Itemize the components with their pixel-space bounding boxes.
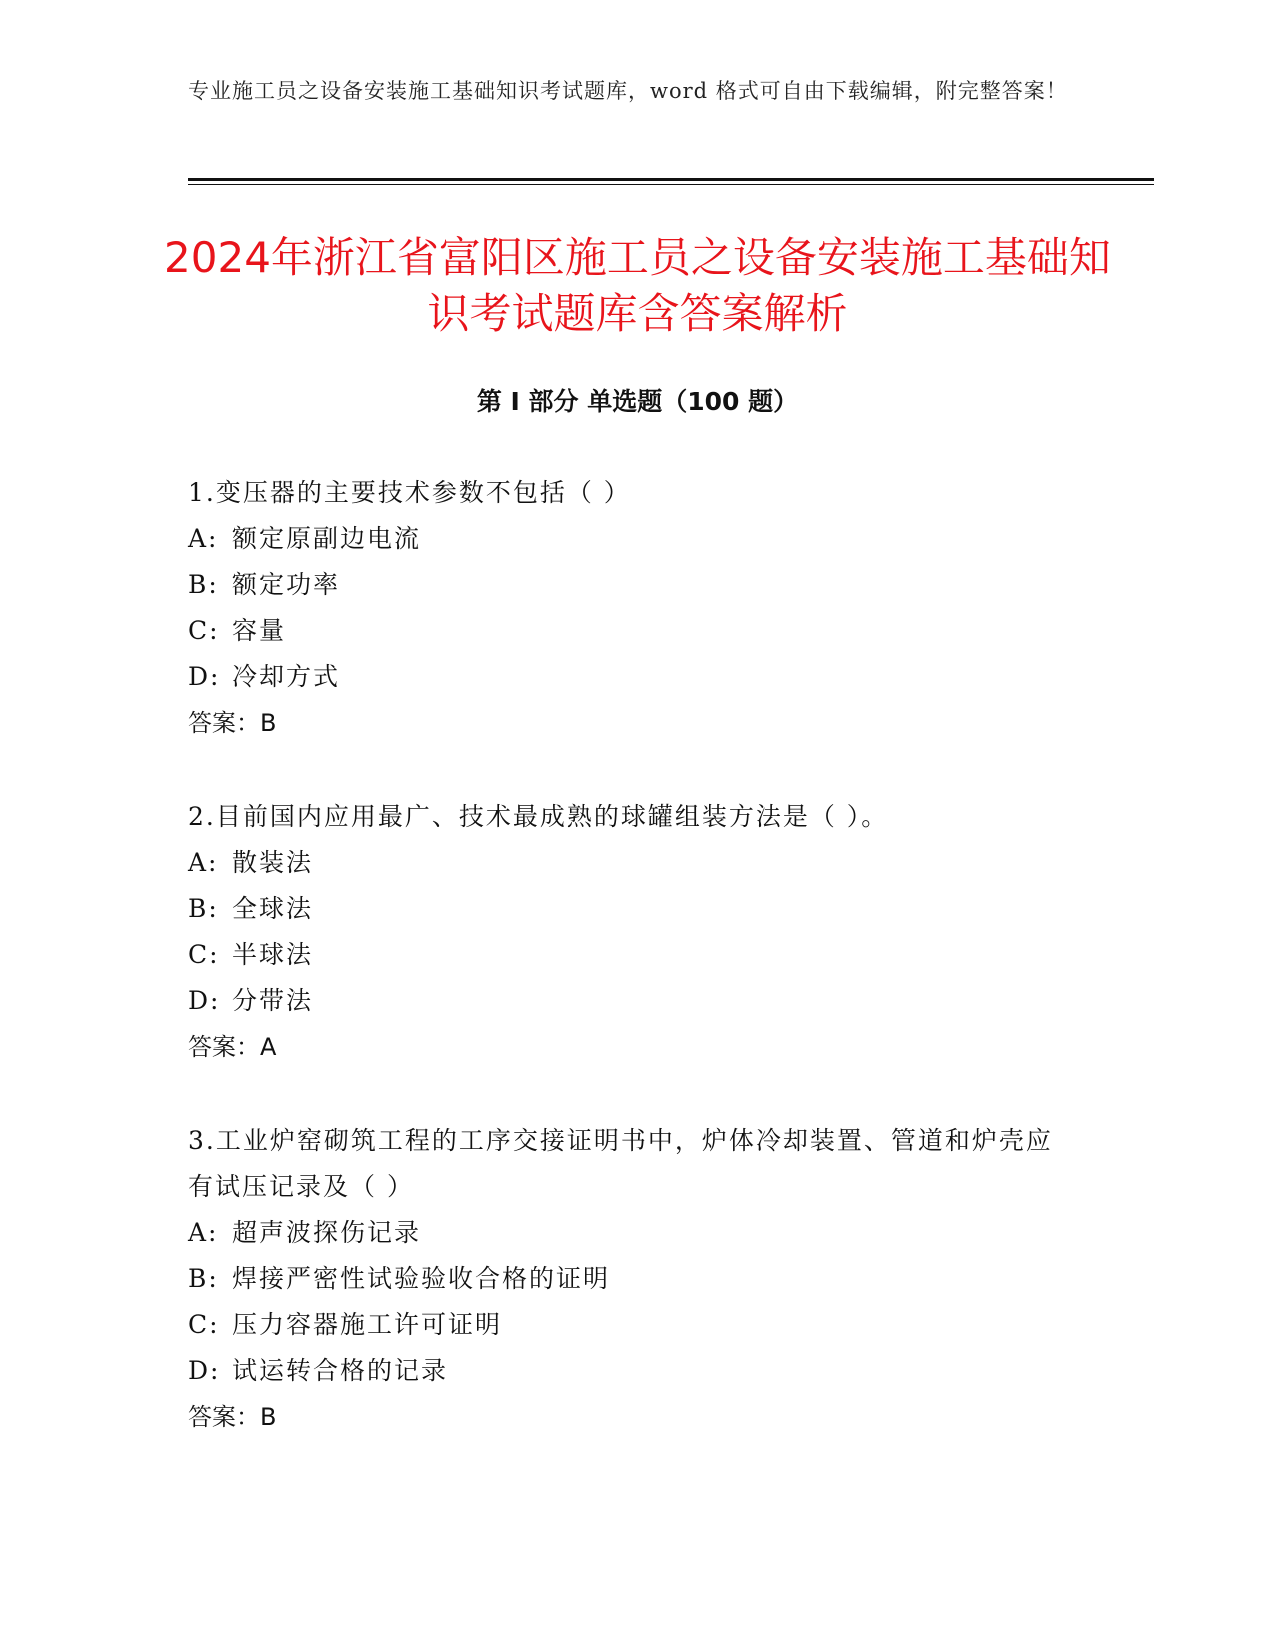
- question-stem: 3.工业炉窑砌筑工程的工序交接证明书中，炉体冷却装置、管道和炉壳应有试压记录及（ ）: [188, 1126, 1053, 1201]
- document-title: 2024年浙江省富阳区施工员之设备安装施工基础知识考试题库含答案解析: [164, 233, 1111, 338]
- option-text: 压力容器施工许可证明: [232, 1310, 503, 1339]
- question-list: [188, 470, 1068, 1488]
- header-note: 专业施工员之设备安装施工基础知识考试题库，word 格式可自由下载编辑，附完整答案！: [188, 79, 1068, 103]
- option-key: A:: [188, 524, 219, 553]
- option-text: 试运转合格的记录: [232, 1356, 449, 1385]
- question-stem: 2.目前国内应用最广、技术最成熟的球罐组装方法是（ ）。: [188, 802, 889, 831]
- question-stem: 1.变压器的主要技术参数不包括（ ）: [188, 478, 631, 507]
- option-b: [188, 1256, 1068, 1302]
- option-c: [188, 932, 1068, 978]
- option-a: [188, 1210, 1068, 1256]
- option-d: [188, 978, 1068, 1024]
- option-d: [188, 1348, 1068, 1394]
- option-a: [188, 516, 1068, 562]
- header-rule-thin: [188, 184, 1154, 185]
- option-key: C:: [188, 616, 220, 645]
- option-key: B:: [188, 894, 219, 923]
- option-key: C:: [188, 1310, 220, 1339]
- question-1: [188, 470, 1068, 746]
- option-c: [188, 1302, 1068, 1348]
- header-rule-thick: [188, 178, 1154, 181]
- option-d: [188, 654, 1068, 700]
- option-text: 半球法: [232, 940, 314, 969]
- option-text: 冷却方式: [232, 662, 341, 691]
- option-text: 焊接严密性试验验收合格的证明: [232, 1264, 611, 1293]
- answer-line: 答案：A: [188, 1033, 277, 1061]
- option-text: 超声波探伤记录: [232, 1218, 422, 1247]
- answer-line: 答案：B: [188, 1403, 277, 1431]
- option-key: B:: [188, 570, 219, 599]
- option-key: C:: [188, 940, 220, 969]
- option-key: A:: [188, 848, 219, 877]
- option-key: D:: [188, 662, 221, 691]
- option-b: [188, 562, 1068, 608]
- option-a: [188, 840, 1068, 886]
- option-text: 额定功率: [232, 570, 341, 599]
- option-text: 容量: [232, 616, 287, 645]
- option-key: B:: [188, 1264, 219, 1293]
- option-text: 散装法: [232, 848, 314, 877]
- question-3: [188, 1118, 1068, 1440]
- answer-line: 答案：B: [188, 709, 277, 737]
- option-key: D:: [188, 1356, 221, 1385]
- option-text: 额定原副边电流: [232, 524, 422, 553]
- option-text: 全球法: [232, 894, 314, 923]
- option-key: D:: [188, 986, 221, 1015]
- question-2: [188, 794, 1068, 1070]
- section-title: 第 I 部分 单选题（100 题）: [476, 387, 799, 416]
- option-text: 分带法: [232, 986, 314, 1015]
- option-c: [188, 608, 1068, 654]
- option-b: [188, 886, 1068, 932]
- option-key: A:: [188, 1218, 219, 1247]
